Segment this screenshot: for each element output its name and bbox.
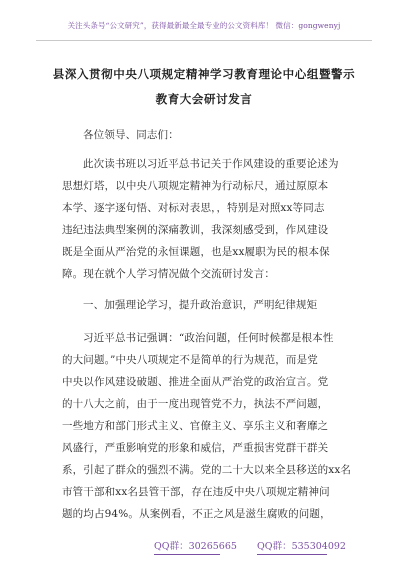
document-title-line-2: 教育大会研讨发言 (155, 92, 253, 106)
body-line-1: 此次读书班以习近平总书记关于作风建设的重要论述为 (83, 158, 339, 170)
section-line-9: 题的均占94%。从案例看，不正之风是滋生腐败的问题， (62, 508, 331, 520)
salutation: 各位领导、同志们： (83, 129, 179, 141)
body-line-4: 违纪违法典型案例的深痛教训，我深刻感受到，作风建设 (62, 224, 329, 236)
header-banner: 关注头条号“公文研究”，获得最新最全最专业的公文资料库！ 微信：gongwenyj (67, 21, 341, 30)
footer-qq-group-right: QQ群：535304092 (257, 541, 346, 552)
section-line-3: 中央以作风建设破题、推进全面从严治党的政治宣言。党 (62, 376, 329, 388)
header-divider (36, 40, 372, 41)
section-line-4: 的十八大之前，由于一度出现管党不力，执法不严问题， (62, 398, 329, 410)
section-line-7: 系，引起了群众的强烈不满。党的二十大以来全县移送的xx名 (62, 464, 352, 476)
body-line-3: 本学、逐字逐句悟、对标对表思，，特别是对照xx等同志 (62, 202, 325, 214)
section-line-6: 风盛行，严重影响党的形象和威信，严重损害党群干群关 (62, 442, 329, 454)
body-line-5: 既是全面从严治党的永恒课题，也是xx履职为民的根本保 (62, 246, 330, 258)
body-line-2: 思想灯塔，以中央八项规定精神为行动标尺，通过原原本 (62, 180, 329, 192)
section-line-5: 一些地方和部门形式主义、官僚主义、享乐主义和奢靡之 (62, 420, 329, 432)
section-line-8: 市管干部和xx名县管干部，存在违反中央八项规定精神问 (62, 486, 330, 498)
section-heading: 一、加强理论学习，提升政治意识，严明纪律规矩 (83, 299, 318, 311)
footer-qq-group-left: QQ群：30265665 (154, 541, 237, 552)
document-title-line-1: 县深入贯彻中央八项规定精神学习教育理论中心组暨警示 (52, 67, 356, 81)
section-line-2: 的大问题。”中央八项规定不是简单的行为规范，而是党 (62, 354, 318, 366)
section-line-1: 习近平总书记强调：“政治问题，任何时候都是根本性 (83, 332, 334, 344)
footer-underline-left (154, 554, 220, 555)
footer-underline-right (257, 554, 327, 555)
body-line-6: 障。现在就个人学习情况做个交流研讨发言： (62, 268, 275, 280)
